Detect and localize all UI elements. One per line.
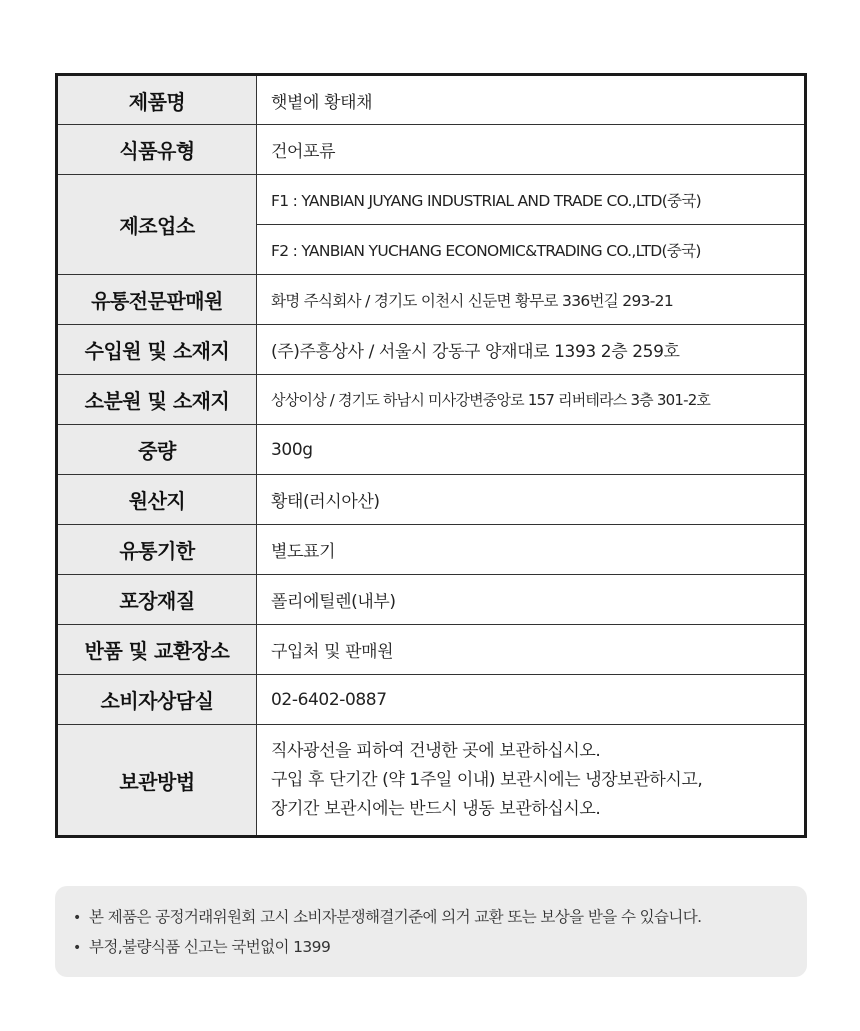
table-row bbox=[57, 725, 806, 837]
product-name-label: 제품명 bbox=[57, 75, 257, 125]
table-row bbox=[57, 175, 806, 225]
storage-line: 직사광선을 피하여 건냉한 곳에 보관하십시오. bbox=[271, 740, 601, 761]
table-row bbox=[57, 275, 806, 325]
table-row bbox=[57, 375, 806, 425]
distributor-label: 유통전문판매원 bbox=[57, 275, 257, 325]
storage-label: 보관방법 bbox=[57, 725, 257, 837]
distributor-value: 화명 주식회사 / 경기도 이천시 신둔면 황무로 336번길 293-21 bbox=[257, 275, 806, 325]
bullet-icon: • bbox=[73, 910, 81, 926]
subdivider-label: 소분원 및 소재지 bbox=[57, 375, 257, 425]
packaging-value: 폴리에틸렌(내부) bbox=[257, 575, 806, 625]
notice-box bbox=[55, 886, 807, 977]
product-info-table bbox=[55, 73, 807, 838]
table-row bbox=[57, 75, 806, 125]
returns-label: 반품 및 교환장소 bbox=[57, 625, 257, 675]
weight-value: 300g bbox=[257, 425, 806, 475]
manufacturer-label: 제조업소 bbox=[57, 175, 257, 275]
storage-line: 장기간 보관시에는 반드시 냉동 보관하십시오. bbox=[271, 798, 601, 819]
importer-label: 수입원 및 소재지 bbox=[57, 325, 257, 375]
expiry-value: 별도표기 bbox=[257, 525, 806, 575]
table-row bbox=[57, 125, 806, 175]
importer-value: (주)주흥상사 / 서울시 강동구 양재대로 1393 2층 259호 bbox=[257, 325, 806, 375]
table-row bbox=[57, 525, 806, 575]
food-type-value: 건어포류 bbox=[257, 125, 806, 175]
consultation-label: 소비자상담실 bbox=[57, 675, 257, 725]
table-row bbox=[57, 575, 806, 625]
notice-text: 본 제품은 공정거래위원회 고시 소비자분쟁해결기준에 의거 교환 또는 보상을 받을 수 있습니다. bbox=[89, 908, 702, 926]
table-row bbox=[57, 425, 806, 475]
bullet-icon: • bbox=[73, 940, 81, 956]
storage-line: 구입 후 단기간 (약 1주일 이내) 보관시에는 냉장보관하시고, bbox=[271, 769, 703, 790]
product-name-value: 햇볕에 황태채 bbox=[257, 75, 806, 125]
manufacturer-value-f2: F2 : YANBIAN YUCHANG ECONOMIC&TRADING CO.,LTD(중국) bbox=[257, 225, 806, 275]
consultation-value: 02-6402-0887 bbox=[257, 675, 806, 725]
subdivider-value: 상상이상 / 경기도 하남시 미사강변중앙로 157 리버테라스 3층 301-2호 bbox=[257, 375, 806, 425]
manufacturer-value-f1: F1 : YANBIAN JUYANG INDUSTRIAL AND TRADE CO.,LTD(중국) bbox=[257, 175, 806, 225]
notice-item bbox=[73, 902, 807, 932]
origin-label: 원산지 bbox=[57, 475, 257, 525]
storage-value bbox=[257, 725, 806, 837]
notice-item bbox=[73, 932, 807, 962]
table-row bbox=[57, 675, 806, 725]
origin-value: 황태(러시아산) bbox=[257, 475, 806, 525]
notice-text: 부정,불량식품 신고는 국번없이 1399 bbox=[89, 938, 331, 956]
table-row bbox=[57, 625, 806, 675]
expiry-label: 유통기한 bbox=[57, 525, 257, 575]
table-row bbox=[57, 475, 806, 525]
food-type-label: 식품유형 bbox=[57, 125, 257, 175]
weight-label: 중량 bbox=[57, 425, 257, 475]
returns-value: 구입처 및 판매원 bbox=[257, 625, 806, 675]
packaging-label: 포장재질 bbox=[57, 575, 257, 625]
table-row bbox=[57, 325, 806, 375]
